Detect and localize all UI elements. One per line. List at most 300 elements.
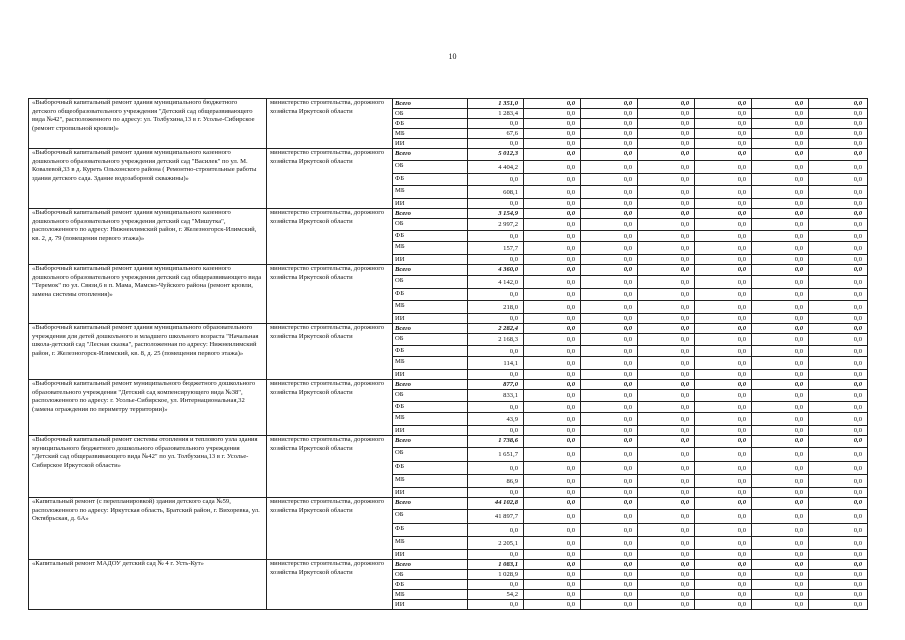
amount-cell: 0,0 xyxy=(581,590,638,600)
amount-cell: 0,0 xyxy=(752,550,809,560)
funding-source-cell: Всего xyxy=(393,324,468,334)
amount-cell: 0,0 xyxy=(581,149,638,161)
table-row-total xyxy=(29,380,868,390)
amount-cell: 0,0 xyxy=(581,402,638,413)
amount-cell: 0,0 xyxy=(752,380,809,390)
amount-cell: 0,0 xyxy=(752,119,809,129)
amount-cell: 0,0 xyxy=(695,99,752,109)
amount-cell: 0,0 xyxy=(752,426,809,436)
funding-source-cell: ОБ xyxy=(393,161,468,174)
amount-cell: 0,0 xyxy=(752,570,809,580)
amount-cell: 833,1 xyxy=(468,390,524,402)
amount-cell: 0,0 xyxy=(695,129,752,139)
amount-cell: 0,0 xyxy=(638,314,695,324)
amount-cell: 0,0 xyxy=(524,219,581,231)
funding-table xyxy=(28,98,868,610)
amount-cell: 0,0 xyxy=(524,413,581,426)
funding-source-cell: ОБ xyxy=(393,448,468,462)
amount-cell: 2 282,4 xyxy=(468,324,524,334)
amount-cell: 0,0 xyxy=(581,600,638,610)
amount-cell: 0,0 xyxy=(581,448,638,462)
amount-cell: 0,0 xyxy=(752,413,809,426)
amount-cell: 0,0 xyxy=(581,139,638,149)
amount-cell: 4 360,0 xyxy=(468,265,524,276)
amount-cell: 0,0 xyxy=(809,219,868,231)
amount-cell: 0,0 xyxy=(638,186,695,199)
amount-cell: 4 404,2 xyxy=(468,161,524,174)
amount-cell: 0,0 xyxy=(809,265,868,276)
funding-source-cell: ОБ xyxy=(393,510,468,524)
amount-cell: 0,0 xyxy=(581,109,638,119)
funding-source-cell: МБ xyxy=(393,301,468,314)
amount-cell: 0,0 xyxy=(524,380,581,390)
amount-cell: 0,0 xyxy=(695,255,752,265)
amount-cell: 0,0 xyxy=(524,255,581,265)
amount-cell: 0,0 xyxy=(695,426,752,436)
amount-cell: 0,0 xyxy=(638,570,695,580)
amount-cell: 0,0 xyxy=(809,413,868,426)
amount-cell: 0,0 xyxy=(809,99,868,109)
amount-cell: 0,0 xyxy=(581,242,638,255)
amount-cell: 0,0 xyxy=(695,242,752,255)
amount-cell: 0,0 xyxy=(581,301,638,314)
amount-cell: 1 028,9 xyxy=(468,570,524,580)
amount-cell: 0,0 xyxy=(809,161,868,174)
amount-cell: 0,0 xyxy=(695,402,752,413)
table-row-total xyxy=(29,324,868,334)
amount-cell: 0,0 xyxy=(468,462,524,475)
amount-cell: 0,0 xyxy=(695,289,752,301)
amount-cell: 0,0 xyxy=(581,560,638,570)
executor-cell: министерство строительства, дорожного хозяйства Иркутской области xyxy=(267,265,393,324)
amount-cell: 0,0 xyxy=(638,580,695,590)
funding-source-cell: ОБ xyxy=(393,390,468,402)
executor-cell: министерство строительства, дорожного хозяйства Иркутской области xyxy=(267,498,393,560)
amount-cell: 0,0 xyxy=(468,346,524,357)
funding-source-cell: Всего xyxy=(393,498,468,510)
amount-cell: 1 083,1 xyxy=(468,560,524,570)
amount-cell: 0,0 xyxy=(752,590,809,600)
amount-cell: 0,0 xyxy=(809,510,868,524)
executor-cell: министерство строительства, дорожного хозяйства Иркутской области xyxy=(267,380,393,436)
amount-cell: 0,0 xyxy=(809,231,868,242)
funding-source-cell: ФБ xyxy=(393,231,468,242)
measure-name-cell: «Выборочный капитальный ремонт здания муниципального казенного дошкольного образовательного учреждения детский сад общеразвивающего вида "Теремок" по ул. Связи,6 в п. Мама, Мамско-Чуйского района (ремонт кровли, замена системы отопления)» xyxy=(29,265,267,324)
amount-cell: 0,0 xyxy=(752,161,809,174)
amount-cell: 0,0 xyxy=(638,231,695,242)
amount-cell: 0,0 xyxy=(524,161,581,174)
amount-cell: 0,0 xyxy=(638,590,695,600)
funding-source-cell: Всего xyxy=(393,380,468,390)
amount-cell: 0,0 xyxy=(752,149,809,161)
amount-cell: 0,0 xyxy=(809,590,868,600)
funding-source-cell: Всего xyxy=(393,436,468,448)
amount-cell: 0,0 xyxy=(809,242,868,255)
amount-cell: 0,0 xyxy=(468,426,524,436)
amount-cell: 0,0 xyxy=(638,600,695,610)
table-row-total xyxy=(29,99,868,109)
amount-cell: 0,0 xyxy=(752,334,809,346)
amount-cell: 0,0 xyxy=(468,550,524,560)
amount-cell: 0,0 xyxy=(695,570,752,580)
amount-cell: 0,0 xyxy=(524,334,581,346)
funding-source-cell: ОБ xyxy=(393,276,468,289)
funding-source-cell: ИИ xyxy=(393,314,468,324)
amount-cell: 0,0 xyxy=(581,357,638,370)
amount-cell: 0,0 xyxy=(695,139,752,149)
amount-cell: 3 154,9 xyxy=(468,209,524,219)
amount-cell: 0,0 xyxy=(468,119,524,129)
amount-cell: 0,0 xyxy=(695,462,752,475)
amount-cell: 0,0 xyxy=(524,129,581,139)
amount-cell: 0,0 xyxy=(524,199,581,209)
amount-cell: 0,0 xyxy=(638,149,695,161)
amount-cell: 0,0 xyxy=(695,301,752,314)
amount-cell: 0,0 xyxy=(468,370,524,380)
amount-cell: 0,0 xyxy=(524,242,581,255)
amount-cell: 0,0 xyxy=(581,498,638,510)
amount-cell: 0,0 xyxy=(581,209,638,219)
amount-cell: 0,0 xyxy=(581,314,638,324)
executor-cell: министерство строительства, дорожного хозяйства Иркутской области xyxy=(267,560,393,610)
amount-cell: 0,0 xyxy=(581,475,638,488)
amount-cell: 0,0 xyxy=(638,334,695,346)
amount-cell: 0,0 xyxy=(581,324,638,334)
amount-cell: 54,2 xyxy=(468,590,524,600)
amount-cell: 0,0 xyxy=(809,301,868,314)
amount-cell: 0,0 xyxy=(581,334,638,346)
amount-cell: 0,0 xyxy=(752,498,809,510)
amount-cell: 0,0 xyxy=(752,129,809,139)
funding-source-cell: ФБ xyxy=(393,462,468,475)
amount-cell: 0,0 xyxy=(581,550,638,560)
amount-cell: 0,0 xyxy=(524,462,581,475)
funding-source-cell: ИИ xyxy=(393,550,468,560)
amount-cell: 0,0 xyxy=(695,334,752,346)
amount-cell: 0,0 xyxy=(638,255,695,265)
amount-cell: 0,0 xyxy=(695,265,752,276)
amount-cell: 0,0 xyxy=(695,524,752,537)
amount-cell: 1 283,4 xyxy=(468,109,524,119)
funding-source-cell: Всего xyxy=(393,99,468,109)
amount-cell: 0,0 xyxy=(695,370,752,380)
amount-cell: 0,0 xyxy=(809,255,868,265)
amount-cell: 0,0 xyxy=(809,560,868,570)
amount-cell: 0,0 xyxy=(695,560,752,570)
amount-cell: 0,0 xyxy=(638,413,695,426)
amount-cell: 0,0 xyxy=(581,265,638,276)
amount-cell: 0,0 xyxy=(638,370,695,380)
funding-source-cell: ИИ xyxy=(393,139,468,149)
funding-source-cell: МБ xyxy=(393,186,468,199)
amount-cell: 0,0 xyxy=(581,99,638,109)
amount-cell: 157,7 xyxy=(468,242,524,255)
funding-source-cell: МБ xyxy=(393,357,468,370)
amount-cell: 0,0 xyxy=(638,426,695,436)
executor-cell: министерство строительства, дорожного хозяйства Иркутской области xyxy=(267,324,393,380)
funding-source-cell: ИИ xyxy=(393,426,468,436)
amount-cell: 0,0 xyxy=(468,255,524,265)
amount-cell: 0,0 xyxy=(581,174,638,186)
amount-cell: 0,0 xyxy=(695,380,752,390)
amount-cell: 0,0 xyxy=(809,346,868,357)
page-number: 10 xyxy=(448,52,457,61)
amount-cell: 0,0 xyxy=(809,402,868,413)
amount-cell: 0,0 xyxy=(524,390,581,402)
amount-cell: 0,0 xyxy=(752,402,809,413)
amount-cell: 0,0 xyxy=(752,301,809,314)
amount-cell: 0,0 xyxy=(752,436,809,448)
amount-cell: 608,1 xyxy=(468,186,524,199)
amount-cell: 0,0 xyxy=(581,199,638,209)
amount-cell: 0,0 xyxy=(468,199,524,209)
funding-source-cell: ФБ xyxy=(393,580,468,590)
amount-cell: 0,0 xyxy=(695,550,752,560)
amount-cell: 0,0 xyxy=(695,488,752,498)
amount-cell: 0,0 xyxy=(809,426,868,436)
amount-cell: 0,0 xyxy=(752,265,809,276)
table-row-total xyxy=(29,265,868,276)
amount-cell: 0,0 xyxy=(809,390,868,402)
amount-cell: 0,0 xyxy=(638,219,695,231)
table-row-total xyxy=(29,149,868,161)
amount-cell: 0,0 xyxy=(809,276,868,289)
amount-cell: 0,0 xyxy=(524,324,581,334)
amount-cell: 0,0 xyxy=(581,426,638,436)
amount-cell: 0,0 xyxy=(809,357,868,370)
amount-cell: 2 997,2 xyxy=(468,219,524,231)
amount-cell: 0,0 xyxy=(638,289,695,301)
amount-cell: 0,0 xyxy=(581,289,638,301)
amount-cell: 0,0 xyxy=(809,462,868,475)
amount-cell: 0,0 xyxy=(695,475,752,488)
amount-cell: 0,0 xyxy=(752,357,809,370)
amount-cell: 1 738,6 xyxy=(468,436,524,448)
amount-cell: 0,0 xyxy=(752,109,809,119)
amount-cell: 0,0 xyxy=(638,99,695,109)
measure-name-cell: «Выборочный капитальный ремонт системы отопления и теплового узла здания муниципального бюджетного дошкольного образовательного учреждения "Детский сад общеразвивающего вида №42" по ул. Толбухина,13 в г. Усолье-Сибирское Иркутской области» xyxy=(29,436,267,498)
amount-cell: 0,0 xyxy=(581,570,638,580)
amount-cell: 0,0 xyxy=(524,346,581,357)
funding-source-cell: Всего xyxy=(393,560,468,570)
funding-source-cell: МБ xyxy=(393,413,468,426)
amount-cell: 0,0 xyxy=(695,174,752,186)
amount-cell: 0,0 xyxy=(695,413,752,426)
table-row-total xyxy=(29,436,868,448)
amount-cell: 0,0 xyxy=(809,550,868,560)
amount-cell: 0,0 xyxy=(752,370,809,380)
amount-cell: 0,0 xyxy=(752,219,809,231)
amount-cell: 0,0 xyxy=(524,537,581,550)
amount-cell: 0,0 xyxy=(638,119,695,129)
amount-cell: 0,0 xyxy=(752,600,809,610)
amount-cell: 0,0 xyxy=(752,390,809,402)
amount-cell: 0,0 xyxy=(638,346,695,357)
amount-cell: 0,0 xyxy=(638,109,695,119)
funding-source-cell: ФБ xyxy=(393,119,468,129)
amount-cell: 0,0 xyxy=(752,314,809,324)
amount-cell: 0,0 xyxy=(809,570,868,580)
amount-cell: 0,0 xyxy=(752,475,809,488)
amount-cell: 0,0 xyxy=(581,346,638,357)
funding-source-cell: ИИ xyxy=(393,600,468,610)
funding-source-cell: ИИ xyxy=(393,370,468,380)
amount-cell: 0,0 xyxy=(809,174,868,186)
amount-cell: 0,0 xyxy=(638,550,695,560)
amount-cell: 0,0 xyxy=(581,186,638,199)
amount-cell: 41 897,7 xyxy=(468,510,524,524)
amount-cell: 0,0 xyxy=(638,242,695,255)
measure-name-cell: «Выборочный капитальный ремонт здания муниципального казенного дошкольного образовательного учреждения детский сад "Мишутка", расположенного по адресу: Нижнеилимский район, г. Железногорск-Илимский, кв. 2, д. 79 (помещения первого этажа)» xyxy=(29,209,267,265)
funding-source-cell: ФБ xyxy=(393,174,468,186)
amount-cell: 0,0 xyxy=(524,488,581,498)
amount-cell: 0,0 xyxy=(752,289,809,301)
amount-cell: 0,0 xyxy=(581,119,638,129)
funding-source-cell: Всего xyxy=(393,265,468,276)
amount-cell: 1 651,7 xyxy=(468,448,524,462)
amount-cell: 0,0 xyxy=(809,314,868,324)
amount-cell: 0,0 xyxy=(752,324,809,334)
amount-cell: 0,0 xyxy=(752,524,809,537)
amount-cell: 0,0 xyxy=(524,139,581,149)
amount-cell: 0,0 xyxy=(695,149,752,161)
funding-source-cell: Всего xyxy=(393,209,468,219)
amount-cell: 0,0 xyxy=(695,209,752,219)
amount-cell: 4 142,0 xyxy=(468,276,524,289)
amount-cell: 0,0 xyxy=(695,276,752,289)
amount-cell: 0,0 xyxy=(581,370,638,380)
funding-source-cell: Всего xyxy=(393,149,468,161)
executor-cell: министерство строительства, дорожного хозяйства Иркутской области xyxy=(267,436,393,498)
amount-cell: 0,0 xyxy=(809,139,868,149)
amount-cell: 0,0 xyxy=(638,462,695,475)
amount-cell: 0,0 xyxy=(524,265,581,276)
amount-cell: 0,0 xyxy=(581,219,638,231)
table-row-total xyxy=(29,209,868,219)
amount-cell: 0,0 xyxy=(581,129,638,139)
amount-cell: 0,0 xyxy=(468,580,524,590)
amount-cell: 0,0 xyxy=(695,161,752,174)
amount-cell: 0,0 xyxy=(752,346,809,357)
amount-cell: 0,0 xyxy=(524,550,581,560)
funding-source-cell: ИИ xyxy=(393,488,468,498)
amount-cell: 0,0 xyxy=(468,139,524,149)
amount-cell: 0,0 xyxy=(809,129,868,139)
amount-cell: 0,0 xyxy=(638,448,695,462)
funding-source-cell: ОБ xyxy=(393,109,468,119)
amount-cell: 0,0 xyxy=(524,436,581,448)
amount-cell: 0,0 xyxy=(809,209,868,219)
funding-source-cell: ИИ xyxy=(393,255,468,265)
amount-cell: 0,0 xyxy=(638,129,695,139)
amount-cell: 0,0 xyxy=(695,357,752,370)
amount-cell: 86,9 xyxy=(468,475,524,488)
amount-cell: 5 012,3 xyxy=(468,149,524,161)
amount-cell: 0,0 xyxy=(809,488,868,498)
amount-cell: 0,0 xyxy=(524,600,581,610)
amount-cell: 0,0 xyxy=(809,524,868,537)
amount-cell: 0,0 xyxy=(752,139,809,149)
amount-cell: 0,0 xyxy=(638,209,695,219)
amount-cell: 0,0 xyxy=(809,324,868,334)
amount-cell: 0,0 xyxy=(695,199,752,209)
amount-cell: 0,0 xyxy=(695,448,752,462)
amount-cell: 0,0 xyxy=(524,289,581,301)
amount-cell: 0,0 xyxy=(524,448,581,462)
amount-cell: 0,0 xyxy=(752,488,809,498)
funding-source-cell: МБ xyxy=(393,475,468,488)
amount-cell: 0,0 xyxy=(581,524,638,537)
amount-cell: 0,0 xyxy=(752,448,809,462)
amount-cell: 0,0 xyxy=(638,390,695,402)
amount-cell: 0,0 xyxy=(809,109,868,119)
amount-cell: 0,0 xyxy=(695,186,752,199)
amount-cell: 0,0 xyxy=(695,600,752,610)
amount-cell: 0,0 xyxy=(524,149,581,161)
amount-cell: 0,0 xyxy=(809,289,868,301)
executor-cell: министерство строительства, дорожного хозяйства Иркутской области xyxy=(267,99,393,149)
amount-cell: 0,0 xyxy=(809,370,868,380)
amount-cell: 0,0 xyxy=(752,255,809,265)
amount-cell: 0,0 xyxy=(468,488,524,498)
amount-cell: 44 102,8 xyxy=(468,498,524,510)
amount-cell: 0,0 xyxy=(468,231,524,242)
amount-cell: 0,0 xyxy=(809,475,868,488)
amount-cell: 0,0 xyxy=(638,324,695,334)
amount-cell: 1 351,0 xyxy=(468,99,524,109)
amount-cell: 0,0 xyxy=(809,580,868,590)
amount-cell: 0,0 xyxy=(638,436,695,448)
amount-cell: 0,0 xyxy=(581,161,638,174)
amount-cell: 0,0 xyxy=(695,498,752,510)
amount-cell: 0,0 xyxy=(524,510,581,524)
amount-cell: 0,0 xyxy=(638,357,695,370)
amount-cell: 0,0 xyxy=(752,199,809,209)
funding-source-cell: МБ xyxy=(393,129,468,139)
amount-cell: 877,0 xyxy=(468,380,524,390)
amount-cell: 0,0 xyxy=(581,413,638,426)
amount-cell: 0,0 xyxy=(524,174,581,186)
amount-cell: 0,0 xyxy=(524,109,581,119)
amount-cell: 0,0 xyxy=(809,380,868,390)
amount-cell: 0,0 xyxy=(752,242,809,255)
amount-cell: 0,0 xyxy=(638,488,695,498)
amount-cell: 0,0 xyxy=(752,209,809,219)
amount-cell: 0,0 xyxy=(809,436,868,448)
amount-cell: 0,0 xyxy=(695,537,752,550)
amount-cell: 0,0 xyxy=(638,498,695,510)
amount-cell: 0,0 xyxy=(638,475,695,488)
funding-source-cell: ОБ xyxy=(393,570,468,580)
amount-cell: 0,0 xyxy=(752,462,809,475)
amount-cell: 0,0 xyxy=(638,560,695,570)
amount-cell: 0,0 xyxy=(468,174,524,186)
amount-cell: 114,1 xyxy=(468,357,524,370)
amount-cell: 0,0 xyxy=(524,590,581,600)
measure-name-cell: «Выборочный капитальный ремонт здания муниципального образовательного учреждения для детей дошкольного и младшего школьного возраста "Начальная школа-детский сад "Лесная сказка", расположенная по адресу: Нижнеилимский район, г. Железногорск-Илимский, кв. 8, д. 25 (помещения первого этажа)» xyxy=(29,324,267,380)
funding-source-cell: ОБ xyxy=(393,219,468,231)
amount-cell: 0,0 xyxy=(524,301,581,314)
amount-cell: 0,0 xyxy=(638,174,695,186)
amount-cell: 0,0 xyxy=(468,402,524,413)
amount-cell: 0,0 xyxy=(752,510,809,524)
amount-cell: 0,0 xyxy=(695,510,752,524)
amount-cell: 0,0 xyxy=(809,537,868,550)
amount-cell: 0,0 xyxy=(524,580,581,590)
amount-cell: 0,0 xyxy=(524,119,581,129)
funding-source-cell: ОБ xyxy=(393,334,468,346)
amount-cell: 0,0 xyxy=(581,436,638,448)
